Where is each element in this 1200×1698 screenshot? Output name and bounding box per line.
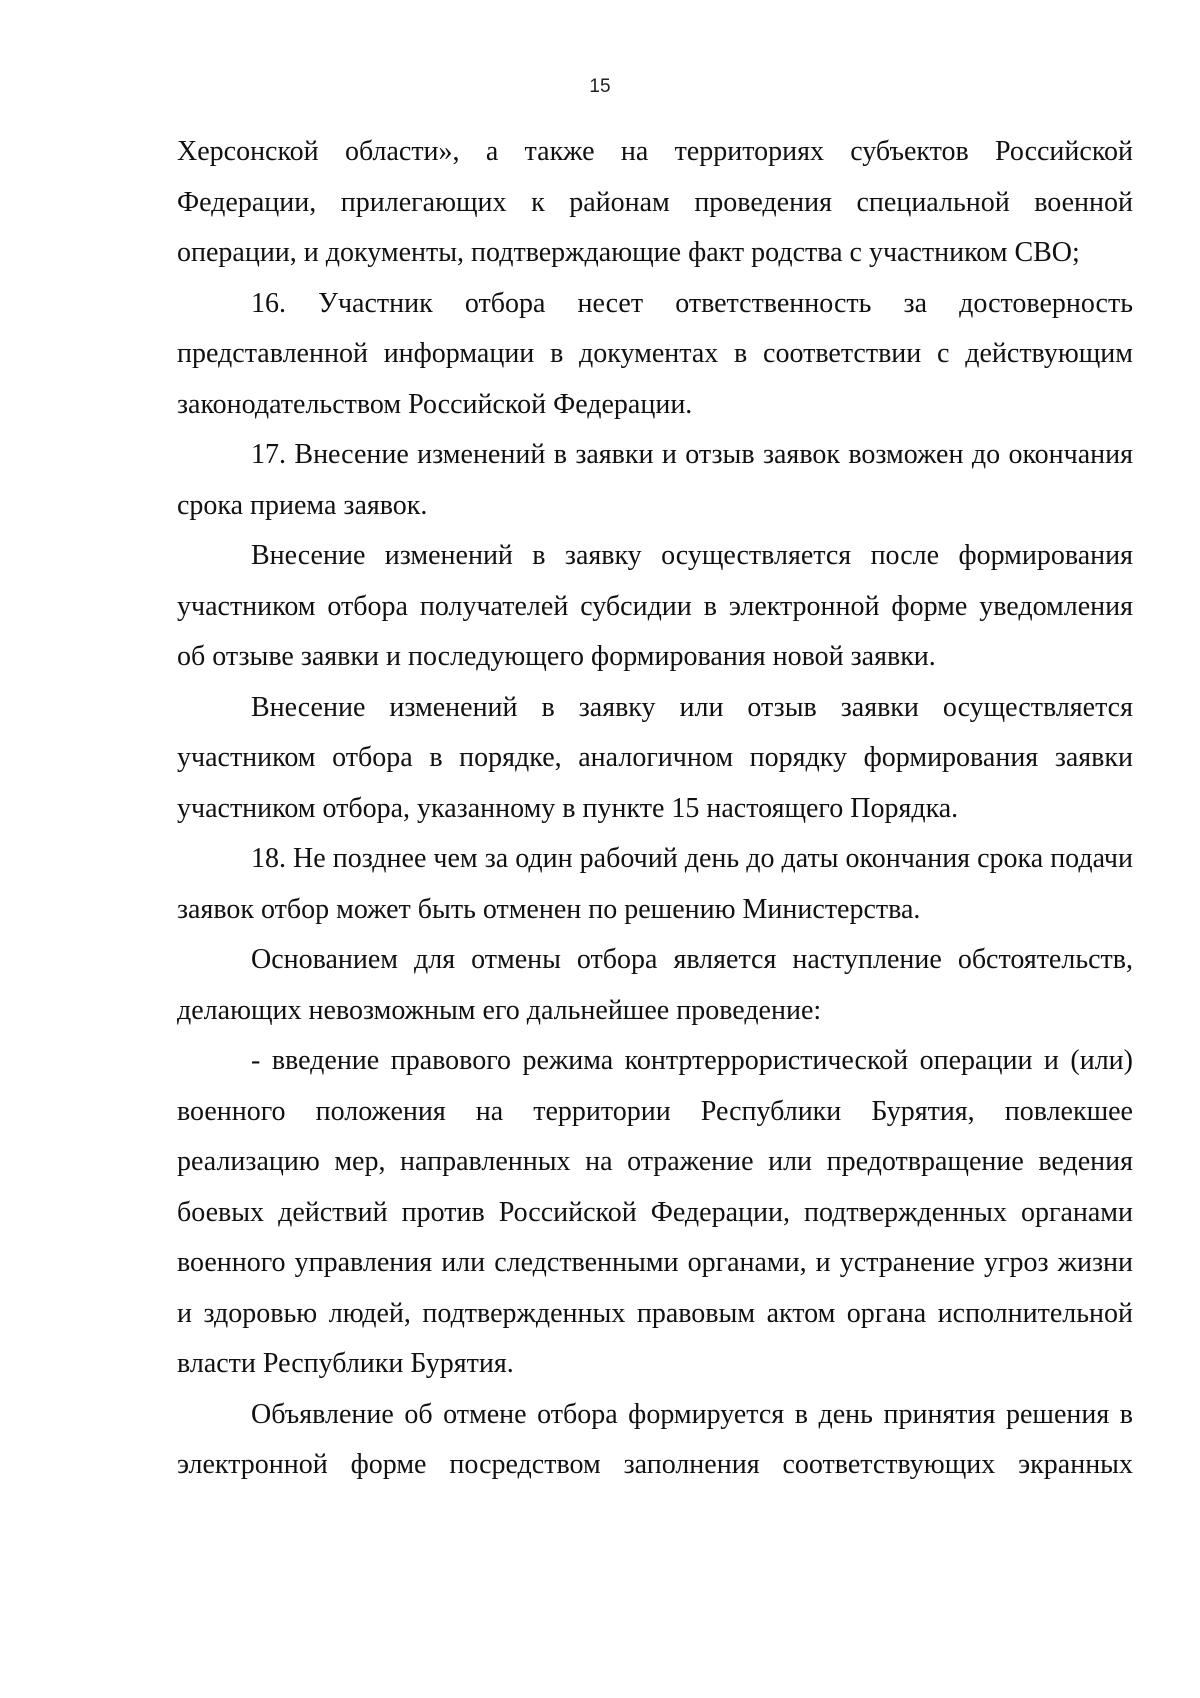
page-number: 15 bbox=[589, 76, 611, 97]
document-body bbox=[177, 127, 1133, 1491]
paragraph-item-16: 16. Участник отбора несет ответственность за достоверность представленной информации в документах в соответствии с действующим законодательством Российской Федерации. bbox=[177, 287, 1133, 420]
paragraph-item-18: 18. Не позднее чем за один рабочий день до даты окончания срока подачи заявок отбор может быть отменен по решению Министерства. bbox=[177, 843, 1133, 925]
paragraph-cancellation-announcement: Объявление об отмене отбора формируется в день принятия решения в электронной форме посредством заполнения соответствующих экранных bbox=[177, 1398, 1133, 1480]
paragraph-item-17: 17. Внесение изменений в заявки и отзыв заявок возможен до окончания срока приема заявок. bbox=[177, 439, 1133, 521]
paragraph-continuation-kherson: Херсонской области», а также на территориях субъектов Российской Федерации, прилегающих к районам проведения специальной военной операции, и документы, подтверждающие факт родства с участником СВО; bbox=[177, 136, 1133, 268]
paragraph-application-changes: Внесение изменений в заявку осуществляется после формирования участником отбора получателей субсидии в электронной форме уведомления об отзыве заявки и последующего формирования новой заявки. bbox=[177, 540, 1133, 672]
paragraph-application-withdrawal: Внесение изменений в заявку или отзыв заявки осуществляется участником отбора в порядке, аналогичном порядку формирования заявки участником отбора, указанному в пункте 15 настоящего Порядка. bbox=[177, 691, 1133, 824]
paragraph-list-item-legal-regime: - введение правового режима контртеррористической операции и (или) военного положения на территории Республики Бурятия, повлекшее реализацию мер, направленных на отражение или предотвращение ведения боевых действий против Российской Федерации, подтвержденных органами военного управления или следственными органами, и устранение угроз жизни и здоровью людей, подтвержденных правовым актом органа исполнительной власти Республики Бурятия. bbox=[177, 1045, 1133, 1379]
paragraph-cancellation-grounds: Основанием для отмены отбора является наступление обстоятельств, делающих невозможным его дальнейшее проведение: bbox=[177, 944, 1133, 1026]
